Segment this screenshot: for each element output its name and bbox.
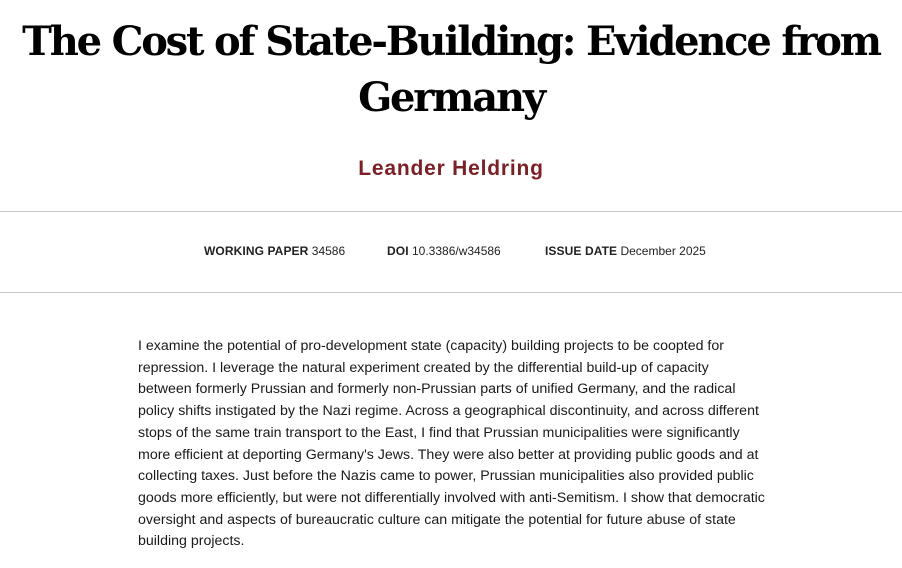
doi-label: DOI (387, 244, 409, 258)
author-link[interactable]: Leander Heldring (358, 157, 544, 180)
doi-value[interactable]: 10.3386/w34586 (411, 244, 501, 258)
doi-meta (387, 243, 501, 259)
working-paper-meta (204, 243, 345, 259)
issue-date-label: ISSUE DATE (545, 244, 618, 258)
bottom-divider (0, 292, 902, 293)
paper-title: The Cost of State-Building: Evidence from Germany (22, 18, 880, 121)
issue-date-meta (545, 243, 706, 259)
top-divider (0, 211, 902, 212)
working-paper-value: 34586 (311, 244, 346, 258)
issue-date-value: December 2025 (620, 244, 706, 258)
abstract-text: I examine the potential of pro-development state (capacity) building projects to be coopted for repression. I leverage the natural experiment created by the differential build-up of capacity between formerly Prussian and formerly non-Prussian parts of unified Germany, and the radical policy shifts instigated by the Nazi regime. Across a geographical discontinuity, and across different stops of the same train transport to the East, I find that Prussian municipalities were significantly more efficient at deporting Germany's Jews. They were also better at providing public goods and at collecting taxes. Just before the Nazis came to power, Prussian municipalities also provided public goods more efficiently, but were not differentially involved with anti-Semitism. I show that democratic oversight and aspects of bureaucratic culture can mitigate the potential for future abuse of state building projects. (138, 338, 765, 550)
working-paper-label: WORKING PAPER (204, 244, 309, 258)
